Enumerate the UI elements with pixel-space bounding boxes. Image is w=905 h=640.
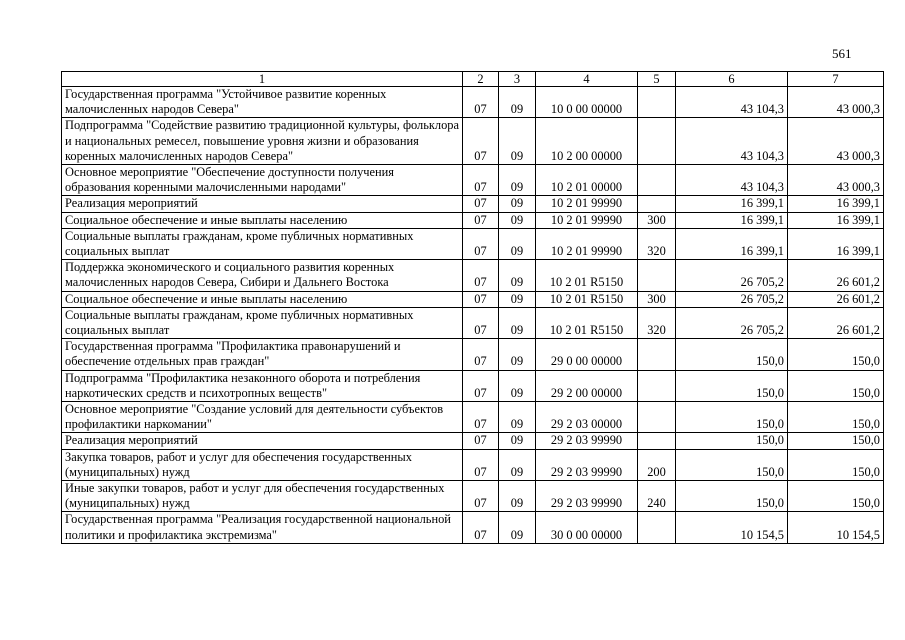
- row-section-cell: 07: [463, 433, 499, 449]
- row-expense-type-cell: [638, 339, 676, 370]
- row-subsection-cell: 09: [499, 370, 536, 401]
- row-section-cell: 07: [463, 165, 499, 196]
- row-amount-col7-cell: 43 000,3: [788, 87, 884, 118]
- row-name-cell: Социальное обеспечение и иные выплаты населению: [62, 291, 463, 307]
- row-expense-type-cell: [638, 196, 676, 212]
- row-amount-col6-cell: 150,0: [676, 433, 788, 449]
- table-row: [62, 449, 884, 480]
- table-row: [62, 307, 884, 338]
- row-amount-col6-cell: 16 399,1: [676, 196, 788, 212]
- row-amount-col7-cell: 26 601,2: [788, 291, 884, 307]
- row-amount-col6-cell: 26 705,2: [676, 260, 788, 291]
- row-expense-type-cell: 200: [638, 449, 676, 480]
- row-section-cell: 07: [463, 260, 499, 291]
- row-subsection-cell: 09: [499, 228, 536, 259]
- header-col-6: 6: [676, 72, 788, 87]
- row-expense-type-cell: [638, 165, 676, 196]
- row-section-cell: 07: [463, 370, 499, 401]
- row-name-cell: Поддержка экономического и социального развития коренных малочисленных народов Севера, Сибири и Дальнего Востока: [62, 260, 463, 291]
- row-subsection-cell: 09: [499, 402, 536, 433]
- table-row: [62, 402, 884, 433]
- row-name-cell: Социальное обеспечение и иные выплаты населению: [62, 212, 463, 228]
- table-row: [62, 370, 884, 401]
- row-section-cell: 07: [463, 196, 499, 212]
- row-name-cell: Государственная программа "Профилактика правонарушений и обеспечение отдельных прав граждан": [62, 339, 463, 370]
- row-subsection-cell: 09: [499, 339, 536, 370]
- table-body: [62, 87, 884, 544]
- row-amount-col7-cell: 26 601,2: [788, 260, 884, 291]
- row-name-cell: Закупка товаров, работ и услуг для обеспечения государственных (муниципальных) нужд: [62, 449, 463, 480]
- row-amount-col6-cell: 26 705,2: [676, 291, 788, 307]
- row-target-article-cell: 29 2 03 99990: [536, 449, 638, 480]
- row-subsection-cell: 09: [499, 87, 536, 118]
- row-subsection-cell: 09: [499, 212, 536, 228]
- row-amount-col6-cell: 43 104,3: [676, 165, 788, 196]
- table-row: [62, 260, 884, 291]
- row-amount-col6-cell: 150,0: [676, 339, 788, 370]
- row-section-cell: 07: [463, 481, 499, 512]
- table-row: [62, 87, 884, 118]
- table-row: [62, 512, 884, 543]
- row-amount-col7-cell: 26 601,2: [788, 307, 884, 338]
- budget-table: [61, 71, 884, 544]
- row-amount-col6-cell: 43 104,3: [676, 118, 788, 165]
- row-amount-col6-cell: 26 705,2: [676, 307, 788, 338]
- row-subsection-cell: 09: [499, 449, 536, 480]
- row-name-cell: Государственная программа "Реализация государственной национальной политики и профилактика экстремизма": [62, 512, 463, 543]
- table-row: [62, 433, 884, 449]
- row-target-article-cell: 29 2 03 99990: [536, 433, 638, 449]
- table-row: [62, 228, 884, 259]
- row-name-cell: Реализация мероприятий: [62, 433, 463, 449]
- row-target-article-cell: 10 2 00 00000: [536, 118, 638, 165]
- row-name-cell: Социальные выплаты гражданам, кроме публичных нормативных социальных выплат: [62, 228, 463, 259]
- row-expense-type-cell: [638, 260, 676, 291]
- row-amount-col6-cell: 16 399,1: [676, 212, 788, 228]
- header-col-3: 3: [499, 72, 536, 87]
- row-target-article-cell: 29 2 03 00000: [536, 402, 638, 433]
- row-subsection-cell: 09: [499, 433, 536, 449]
- row-subsection-cell: 09: [499, 260, 536, 291]
- row-expense-type-cell: [638, 87, 676, 118]
- table-row: [62, 212, 884, 228]
- row-subsection-cell: 09: [499, 118, 536, 165]
- row-amount-col6-cell: 10 154,5: [676, 512, 788, 543]
- table-row: [62, 291, 884, 307]
- row-target-article-cell: 29 2 00 00000: [536, 370, 638, 401]
- row-target-article-cell: 10 2 01 99990: [536, 228, 638, 259]
- header-row: [62, 72, 884, 87]
- row-amount-col6-cell: 16 399,1: [676, 228, 788, 259]
- row-amount-col7-cell: 10 154,5: [788, 512, 884, 543]
- row-amount-col6-cell: 150,0: [676, 449, 788, 480]
- row-section-cell: 07: [463, 291, 499, 307]
- row-expense-type-cell: 320: [638, 228, 676, 259]
- header-col-4: 4: [536, 72, 638, 87]
- row-amount-col7-cell: 16 399,1: [788, 196, 884, 212]
- row-target-article-cell: 10 2 01 99990: [536, 196, 638, 212]
- header-col-1: 1: [62, 72, 463, 87]
- row-subsection-cell: 09: [499, 481, 536, 512]
- row-expense-type-cell: 240: [638, 481, 676, 512]
- row-section-cell: 07: [463, 118, 499, 165]
- row-target-article-cell: 10 2 01 99990: [536, 212, 638, 228]
- row-target-article-cell: 30 0 00 00000: [536, 512, 638, 543]
- row-amount-col6-cell: 43 104,3: [676, 87, 788, 118]
- table-row: [62, 165, 884, 196]
- row-expense-type-cell: 300: [638, 291, 676, 307]
- row-expense-type-cell: [638, 370, 676, 401]
- table-row: [62, 118, 884, 165]
- row-amount-col7-cell: 16 399,1: [788, 228, 884, 259]
- row-amount-col7-cell: 16 399,1: [788, 212, 884, 228]
- table-row: [62, 196, 884, 212]
- row-amount-col7-cell: 150,0: [788, 481, 884, 512]
- row-expense-type-cell: [638, 512, 676, 543]
- row-expense-type-cell: 320: [638, 307, 676, 338]
- row-amount-col7-cell: 150,0: [788, 339, 884, 370]
- row-name-cell: Основное мероприятие "Обеспечение доступности получения образования коренными малочисленными народами": [62, 165, 463, 196]
- row-subsection-cell: 09: [499, 512, 536, 543]
- row-name-cell: Подпрограмма "Содействие развитию традиционной культуры, фольклора и национальных ремесел, повышение уровня жизни и образования коренных малочисленных народов Севера": [62, 118, 463, 165]
- row-name-cell: Реализация мероприятий: [62, 196, 463, 212]
- row-expense-type-cell: [638, 402, 676, 433]
- row-expense-type-cell: [638, 433, 676, 449]
- header-col-5: 5: [638, 72, 676, 87]
- row-target-article-cell: 10 2 01 R5150: [536, 291, 638, 307]
- row-target-article-cell: 29 0 00 00000: [536, 339, 638, 370]
- row-section-cell: 07: [463, 449, 499, 480]
- row-name-cell: Подпрограмма "Профилактика незаконного оборота и потребления наркотических средств и психотропных веществ": [62, 370, 463, 401]
- header-col-2: 2: [463, 72, 499, 87]
- row-expense-type-cell: 300: [638, 212, 676, 228]
- row-section-cell: 07: [463, 212, 499, 228]
- table-row: [62, 339, 884, 370]
- row-name-cell: Иные закупки товаров, работ и услуг для обеспечения государственных (муниципальных) нужд: [62, 481, 463, 512]
- row-amount-col7-cell: 43 000,3: [788, 118, 884, 165]
- row-name-cell: Социальные выплаты гражданам, кроме публичных нормативных социальных выплат: [62, 307, 463, 338]
- row-section-cell: 07: [463, 228, 499, 259]
- row-amount-col6-cell: 150,0: [676, 402, 788, 433]
- row-amount-col7-cell: 43 000,3: [788, 165, 884, 196]
- row-subsection-cell: 09: [499, 165, 536, 196]
- row-target-article-cell: 10 2 01 00000: [536, 165, 638, 196]
- header-col-7: 7: [788, 72, 884, 87]
- row-subsection-cell: 09: [499, 307, 536, 338]
- row-section-cell: 07: [463, 402, 499, 433]
- row-section-cell: 07: [463, 87, 499, 118]
- row-amount-col7-cell: 150,0: [788, 370, 884, 401]
- row-name-cell: Государственная программа "Устойчивое развитие коренных малочисленных народов Севера": [62, 87, 463, 118]
- row-section-cell: 07: [463, 512, 499, 543]
- row-target-article-cell: 10 2 01 R5150: [536, 260, 638, 291]
- row-target-article-cell: 10 0 00 00000: [536, 87, 638, 118]
- row-subsection-cell: 09: [499, 196, 536, 212]
- page-number: 561: [832, 46, 852, 61]
- row-target-article-cell: 10 2 01 R5150: [536, 307, 638, 338]
- table-row: [62, 481, 884, 512]
- row-name-cell: Основное мероприятие "Создание условий для деятельности субъектов профилактики наркомании": [62, 402, 463, 433]
- row-amount-col7-cell: 150,0: [788, 433, 884, 449]
- row-amount-col7-cell: 150,0: [788, 449, 884, 480]
- row-amount-col6-cell: 150,0: [676, 370, 788, 401]
- row-section-cell: 07: [463, 307, 499, 338]
- row-expense-type-cell: [638, 118, 676, 165]
- row-section-cell: 07: [463, 339, 499, 370]
- row-amount-col6-cell: 150,0: [676, 481, 788, 512]
- row-target-article-cell: 29 2 03 99990: [536, 481, 638, 512]
- row-subsection-cell: 09: [499, 291, 536, 307]
- row-amount-col7-cell: 150,0: [788, 402, 884, 433]
